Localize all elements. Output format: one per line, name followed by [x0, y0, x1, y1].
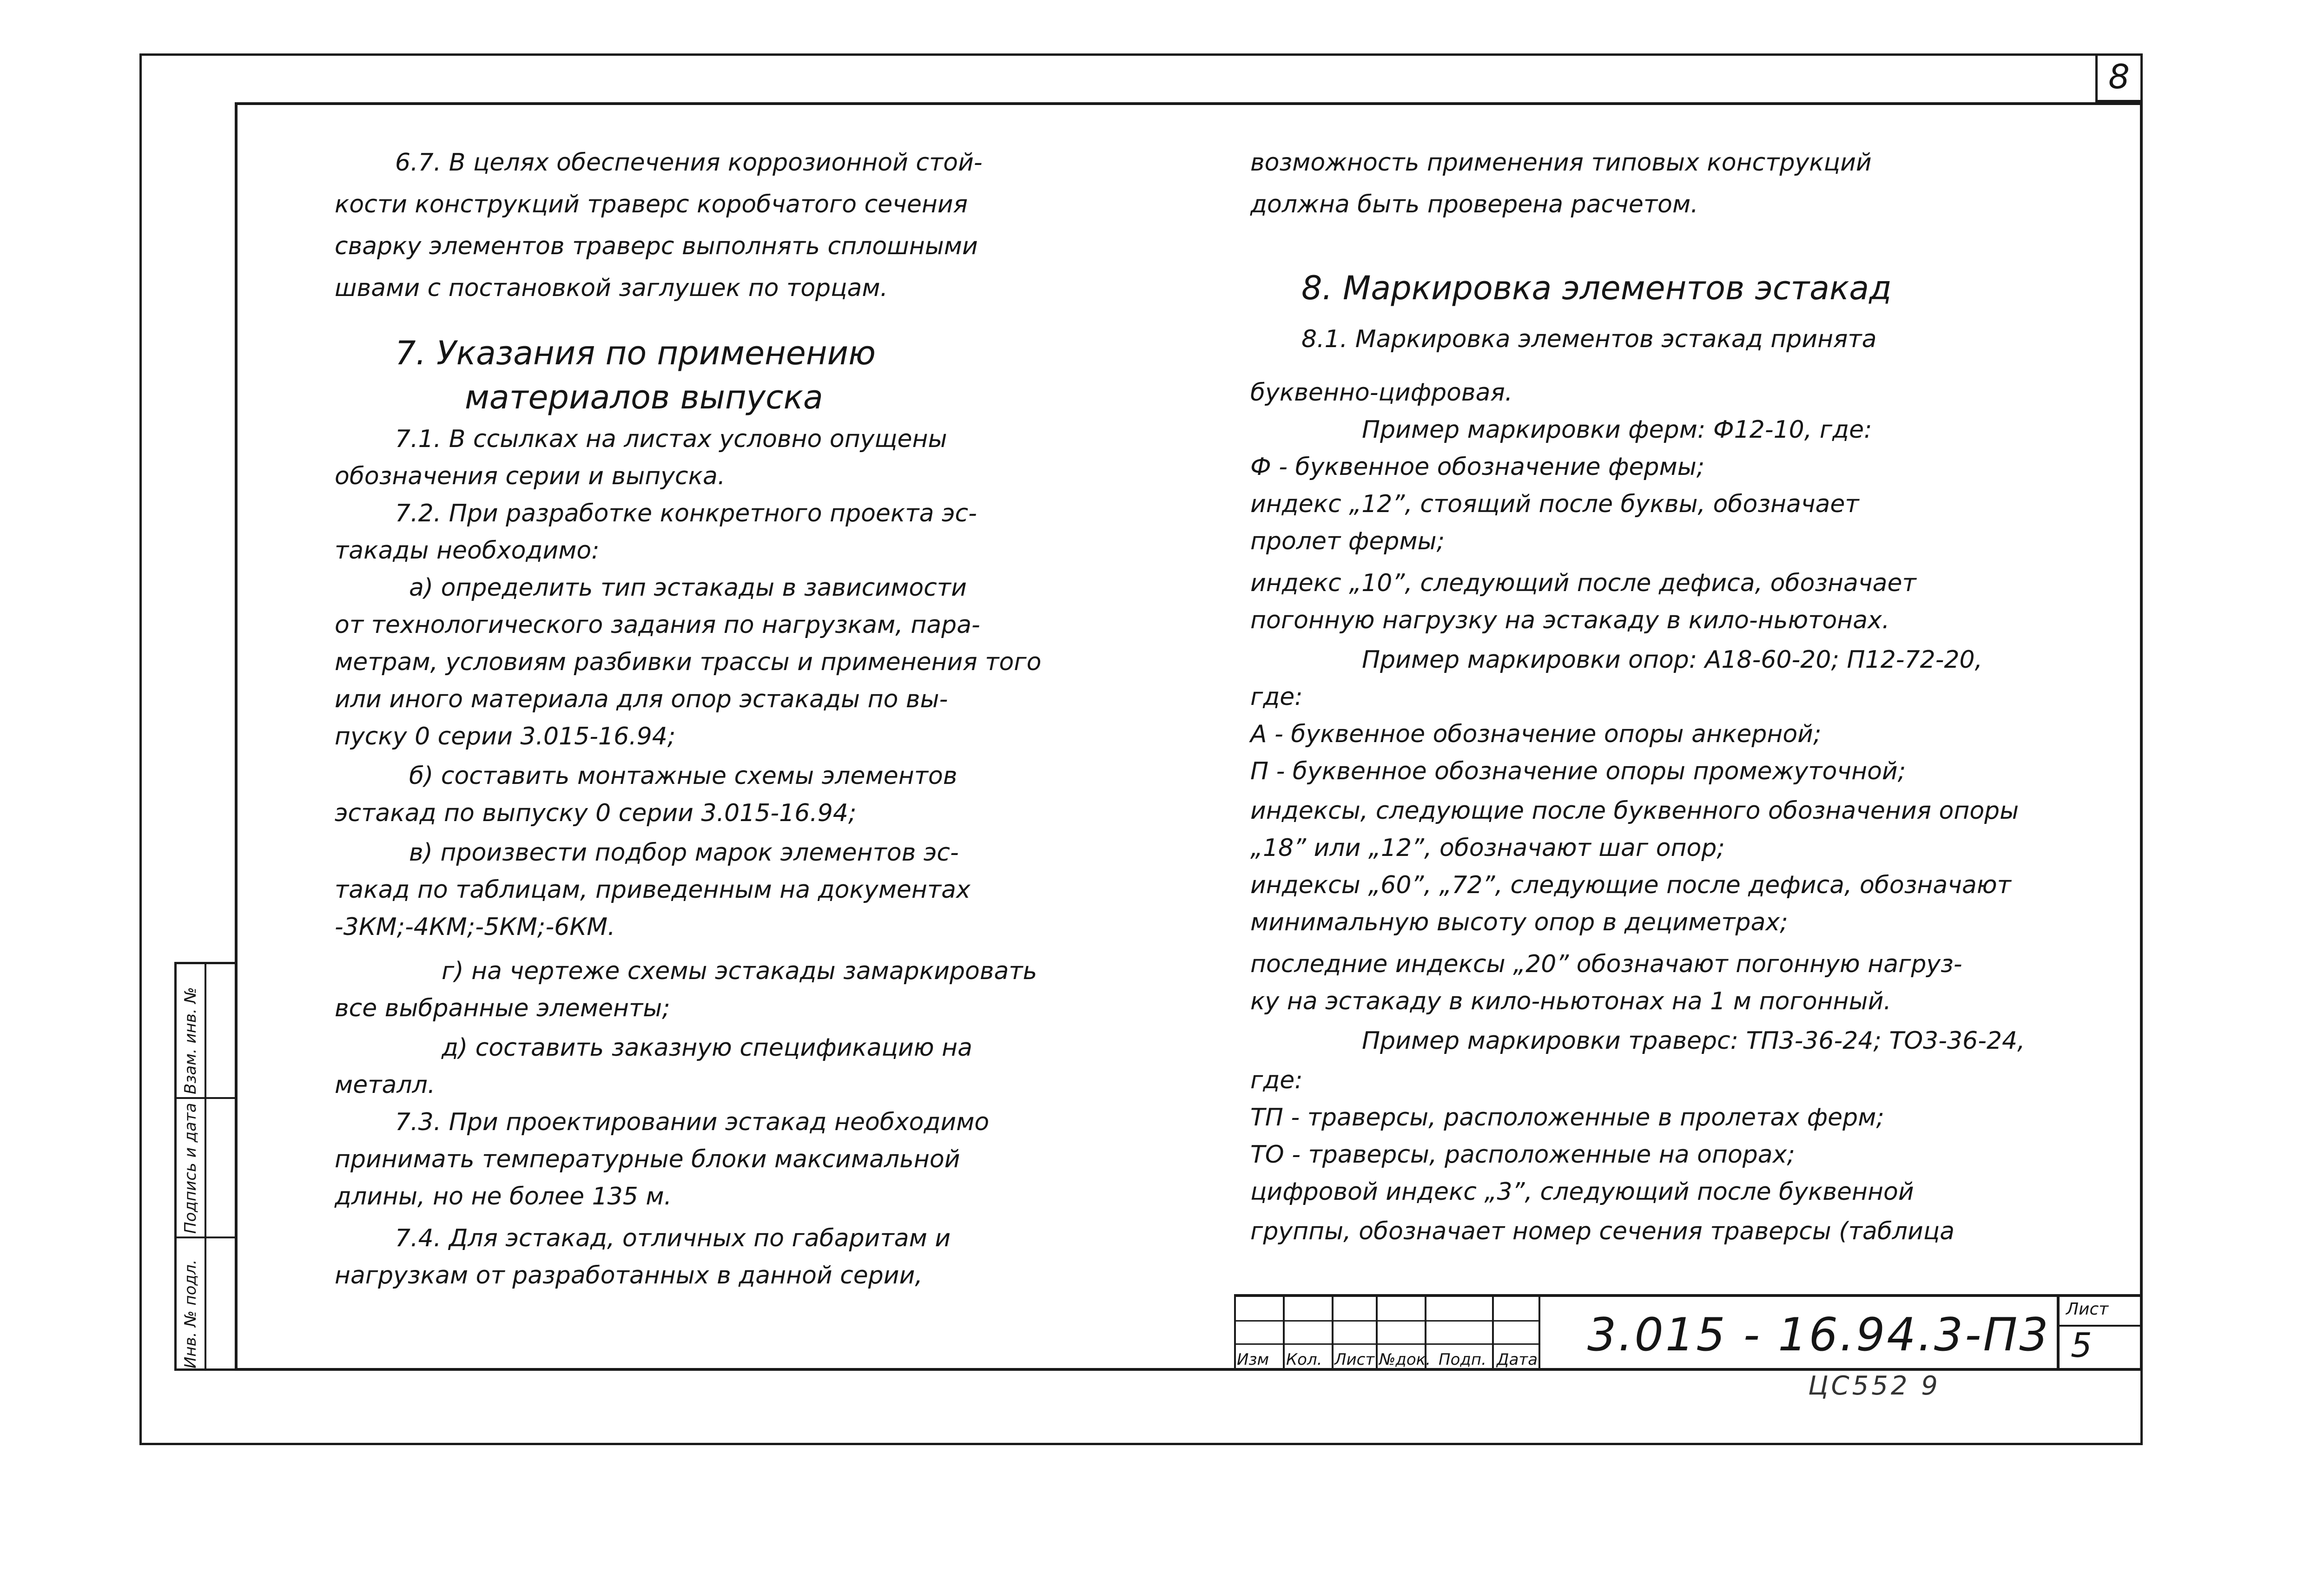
title-block-header: Дата [1497, 1350, 1538, 1369]
body-line: ку на эстакаду в кило-ньютонах на 1 м погонный. [1250, 987, 1891, 1015]
body-line: цифровой индекс „3”, следующий после буквенной [1250, 1178, 1914, 1206]
body-line: минимальную высоту опор в дециметрах; [1250, 908, 1788, 936]
title-block-header: Кол. [1286, 1350, 1322, 1369]
title-block-grid [1234, 1297, 1538, 1371]
body-line: принимать температурные блоки максимальной [335, 1145, 960, 1173]
body-line: г) на чертеже схемы эстакады замаркировать [442, 957, 1037, 985]
grid-col [1332, 1297, 1334, 1371]
para-6-7-line: 6.7. В целях обеспечения коррозионной стой- [395, 149, 983, 177]
body-line: или иного материала для опор эстакады по вы- [335, 685, 948, 713]
grid-col [1283, 1297, 1285, 1371]
body-line: индексы „60”, „72”, следующие после дефиса, обозначают [1250, 871, 2011, 899]
body-line: индексы, следующие после буквенного обозначения опоры [1250, 797, 2019, 825]
grid-col [1538, 1297, 1540, 1371]
title-block-header: №док. [1379, 1350, 1431, 1369]
body-line: все выбранные элементы; [335, 994, 670, 1022]
body-line: ТО - траверсы, расположенные на опорах; [1250, 1141, 1795, 1169]
section-7-title: 7. Указания по применению [395, 334, 876, 372]
title-block-header: Изм [1237, 1350, 1269, 1369]
para-6-7-line: швами с постановкой заглушек по торцам. [335, 274, 888, 302]
body-line: в) произвести подбор марок элементов эс- [409, 839, 959, 867]
body-line: А - буквенное обозначение опоры анкерной; [1250, 720, 1822, 748]
body-line: пролет фермы; [1250, 527, 1445, 555]
body-line: а) определить тип эстакады в зависимости [409, 574, 967, 602]
body-line: Пример маркировки ферм: Ф12-10, где: [1362, 416, 1872, 444]
body-line: такад по таблицам, приведенным на документах [335, 876, 971, 904]
sheet-divider [2057, 1325, 2143, 1327]
archive-stamp: ЦС552 9 [1808, 1371, 1941, 1401]
body-line: буквенно-цифровая. [1250, 379, 1513, 407]
grid-col [1376, 1297, 1378, 1371]
body-line: П - буквенное обозначение опоры промежуточной; [1250, 757, 1906, 785]
document-code: 3.015 - 16.94.3-П3 [1587, 1309, 2050, 1362]
body-line: группы, обозначает номер сечения траверсы (таблица [1250, 1217, 1955, 1245]
body-line: „18” или „12”, обозначают шаг опор; [1250, 834, 1725, 862]
body-line: индекс „10”, следующий после дефиса, обозначает [1250, 569, 1916, 597]
body-line: 7.2. При разработке конкретного проекта эс- [395, 500, 977, 527]
body-line: б) составить монтажные схемы элементов [409, 762, 957, 790]
right-top-line: возможность применения типовых конструкций [1250, 149, 1872, 177]
body-line: д) составить заказную спецификацию на [442, 1034, 972, 1062]
body-line: где: [1250, 683, 1303, 711]
side-strip-label-inv: Инв. № подл. [181, 1259, 200, 1368]
body-line: 8.1. Маркировка элементов эстакад принята [1301, 325, 1877, 353]
side-strip-label-sign: Подпись и дата [181, 1103, 200, 1234]
right-top-line: должна быть проверена расчетом. [1250, 191, 1698, 218]
sheet-label: Лист [2066, 1300, 2109, 1319]
body-line: металл. [335, 1071, 436, 1099]
body-line: обозначения серии и выпуска. [335, 462, 726, 490]
sheet-divider [2057, 1297, 2060, 1371]
body-line: метрам, условиям разбивки трассы и применения того [335, 648, 1042, 676]
section-8-title: 8. Маркировка элементов эстакад [1301, 269, 1892, 307]
grid-col [1234, 1297, 1236, 1371]
sheet-value: 5 [2071, 1326, 2092, 1365]
body-line: такады необходимо: [335, 537, 600, 565]
body-line: длины, но не более 135 м. [335, 1183, 672, 1210]
title-block-header: Лист [1334, 1350, 1375, 1369]
body-line: ТП - траверсы, расположенные в пролетах ферм; [1250, 1104, 1884, 1131]
grid-col [1492, 1297, 1494, 1371]
side-strip-label-replace: Взам. инв. № [181, 987, 200, 1094]
side-strip [174, 962, 235, 1371]
title-block-header: Подп. [1439, 1350, 1486, 1369]
body-line: от технологического задания по нагрузкам, пара- [335, 611, 980, 639]
body-line: 7.1. В ссылках на листах условно опущены [395, 425, 947, 453]
para-6-7-line: сварку элементов траверс выполнять сплошными [335, 232, 978, 260]
body-line: нагрузкам от разработанных в данной серии, [335, 1262, 923, 1289]
body-line: 7.3. При проектировании эстакад необходимо [395, 1108, 990, 1136]
body-line: последние индексы „20” обозначают погонную нагруз- [1250, 950, 1962, 978]
body-line: 7.4. Для эстакад, отличных по габаритам и [395, 1224, 951, 1252]
title-block [1234, 1294, 2143, 1371]
section-7-title: материалов выпуска [465, 378, 823, 416]
body-line: Пример маркировки опор: А18-60-20; П12-72-20, [1362, 646, 1983, 674]
para-6-7-line: кости конструкций траверс коробчатого сечения [335, 191, 968, 218]
body-line: Пример маркировки траверс: ТП3-36-24; ТО3-36-24, [1362, 1027, 2025, 1055]
body-line: пуску 0 серии 3.015-16.94; [335, 723, 676, 750]
body-line: эстакад по выпуску 0 серии 3.015-16.94; [335, 799, 857, 827]
sheet-number: 8 [2095, 53, 2143, 102]
body-line: погонную нагрузку на эстакаду в кило-ньютонах. [1250, 606, 1890, 634]
body-line: Ф - буквенное обозначение фермы; [1250, 453, 1705, 481]
body-line: индекс „12”, стоящий после буквы, обозначает [1250, 490, 1859, 518]
body-line: -3КМ;-4КМ;-5КМ;-6КМ. [335, 913, 615, 941]
body-line: где: [1250, 1066, 1303, 1094]
